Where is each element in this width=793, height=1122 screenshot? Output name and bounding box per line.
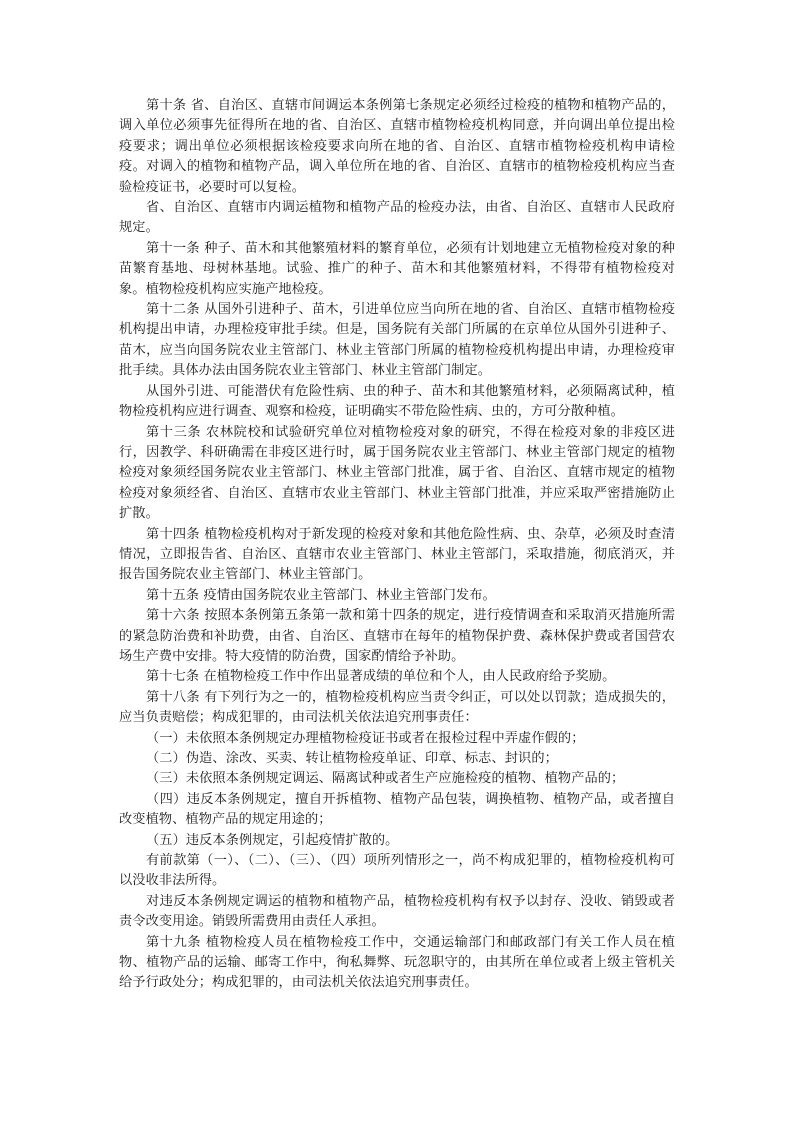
- article-11-paragraph: 第十一条 种子、苗木和其他繁殖材料的繁育单位，必须有计划地建立无植物检疫对象的种苗繁育基地、母树林基地。试验、推广的种子、苗木和其他繁殖材料，不得带有植物检疫对象。植物检疫机构应实施产地检疫。: [119, 240, 675, 297]
- article-18-paragraph: 第十八条 有下列行为之一的，植物检疫机构应当责令纠正，可以处以罚款；造成损失的，应当负责赔偿；构成犯罪的，由司法机关依法追究刑事责任：: [119, 689, 675, 726]
- article-18-confiscation-paragraph: 有前款第（一）、（二）、（三）、（四）项所列情形之一，尚不构成犯罪的，植物检疫机构可以没收非法所得。: [119, 853, 675, 889]
- article-17-paragraph: 第十七条 在植物检疫工作中作出显著成绩的单位和个人，由人民政府给予奖励。: [146, 669, 616, 685]
- article-10-paragraph: 第十条 省、自治区、直辖市间调运本条例第七条规定必须经过检疫的植物和植物产品的，调入单位必须事先征得所在地的省、自治区、直辖市植物检疫机构同意，并向调出单位提出检疫要求；调出单位必须根据该检疫要求向所在地的省、自治区、直辖市植物检疫机构申请检疫。对调入的植物和植物产品，调入单位所在地的省、自治区、直辖市的植物检疫机构应当查验检疫证书，必要时可以复检。: [119, 98, 675, 195]
- article-13-paragraph: 第十三条 农林院校和试验研究单位对植物检疫对象的研究，不得在检疫对象的非疫区进行，因教学、科研确需在非疫区进行时，属于国务院农业主管部门、林业主管部门规定的植物检疫对象须经国务院农业主管部门、林业主管部门批准，属于省、自治区、直辖市规定的植物检疫对象须经省、自治区、直辖市农业主管部门、林业主管部门批准，并应采取严密措施防止扩散。: [119, 424, 675, 522]
- article-18-seizure-paragraph: 对违反本条例规定调运的植物和植物产品，植物检疫机构有权予以封存、没收、销毁或者责令改变用途。销毁所需费用由责任人承担。: [119, 893, 675, 930]
- article-19-paragraph: 第十九条 植物检疫人员在植物检疫工作中，交通运输部门和邮政部门有关工作人员在植物、植物产品的运输、邮寄工作中，徇私舞弊、玩忽职守的，由其所在单位或者上级主管机关给予行政处分；构成犯罪的，由司法机关依法追究刑事责任。: [119, 934, 675, 991]
- article-18-item-4: （四）违反本条例规定，擅自开拆植物、植物产品包装，调换植物、植物产品，或者擅自改变植物、植物产品的规定用途的；: [119, 791, 675, 828]
- article-12-paragraph: 第十二条 从国外引进种子、苗木，引进单位应当向所在地的省、自治区、直辖市植物检疫机构提出申请，办理检疫审批手续。但是，国务院有关部门所属的在京单位从国外引进种子、苗木，应当向国务院农业主管部门、林业主管部门所属的植物检疫机构提出申请，办理检疫审批手续。具体办法由国务院农业主管部门、林业主管部门制定。: [119, 302, 675, 379]
- article-14-paragraph: 第十四条 植物检疫机构对于新发现的检疫对象和其他危险性病、虫、杂草，必须及时查清情况，立即报告省、自治区、直辖市农业主管部门、林业主管部门，采取措施，彻底消灭，并报告国务院农业主管部门、林业主管部门。: [119, 526, 675, 583]
- article-18-item-2: （二）伪造、涂改、买卖、转让植物检疫单证、印章、标志、封识的；: [146, 751, 558, 766]
- article-18-item-3: （三）未依照本条例规定调运、隔离试种或者生产应施检疫的植物、植物产品的；: [146, 771, 625, 787]
- article-18-item-5: （五）违反本条例规定，引起疫情扩散的。: [146, 832, 399, 848]
- article-15-paragraph: 第十五条 疫情由国务院农业主管部门、林业主管部门发布。: [146, 587, 496, 603]
- article-10-inprovince-paragraph: 省、自治区、直辖市内调运植物和植物产品的检疫办法，由省、自治区、直辖市人民政府规定。: [119, 200, 675, 236]
- regulation-body: [119, 96, 675, 994]
- article-16-paragraph: 第十六条 按照本条例第五条第一款和第十四条的规定，进行疫情调查和采取消灭措施所需的紧急防治费和补助费，由省、自治区、直辖市在每年的植物保护费、森林保护费或者国营农场生产费中安排。特大疫情的防治费，国家酌情给予补助。: [119, 608, 675, 664]
- article-12-isolation-paragraph: 从国外引进、可能潜伏有危险性病、虫的种子、苗木和其他繁殖材料，必须隔离试种，植物检疫机构应进行调查、观察和检疫，证明确实不带危险性病、虫的，方可分散种植。: [119, 383, 675, 420]
- article-18-item-1: （一）未依照本条例规定办理植物检疫证书或者在报检过程中弄虚作假的；: [146, 730, 585, 746]
